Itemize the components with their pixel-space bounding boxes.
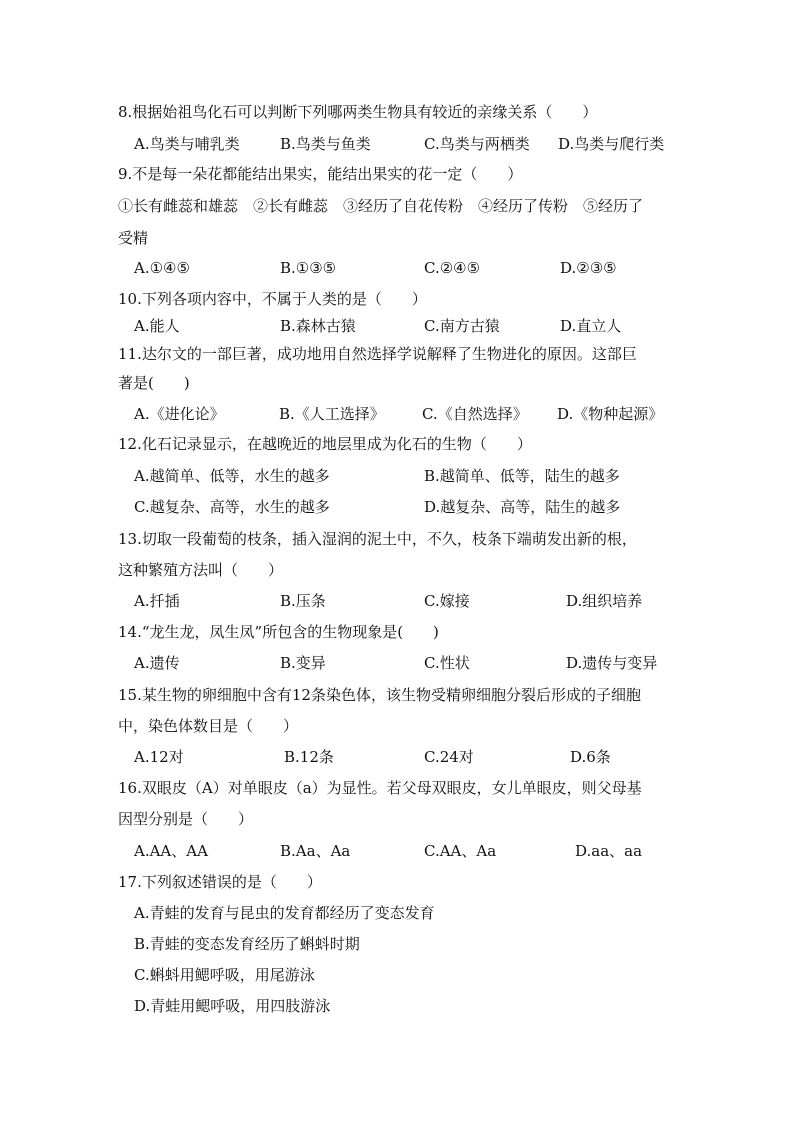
question-16-stem-line-2: 因型分别是（ ）: [118, 810, 254, 828]
q16-option-c: C.AA、Aa: [424, 842, 497, 860]
q13-option-c: C.嫁接: [424, 592, 470, 610]
q9-option-b: B.①③⑤: [280, 259, 337, 277]
q11-option-d: D.《物种起源》: [557, 405, 664, 423]
q17-option-a: A.青蛙的发育与昆虫的发育都经历了变态发育: [134, 904, 435, 922]
q15-option-d: D.6条: [570, 748, 611, 766]
question-8-stem: 8.根据始祖鸟化石可以判断下列哪两类生物具有较近的亲缘关系（ ）: [118, 103, 598, 121]
q8-option-c: C.鸟类与两栖类: [424, 135, 530, 153]
q10-option-c: C.南方古猿: [424, 317, 500, 335]
q12-option-c: C.越复杂、高等，水生的越多: [134, 498, 330, 516]
q17-option-c: C.蝌蚪用鳃呼吸，用尾游泳: [134, 966, 315, 984]
q10-option-a: A.能人: [134, 317, 180, 335]
question-16-stem-line-1: 16.双眼皮（A）对单眼皮（a）为显性。若父母双眼皮，女儿单眼皮，则父母基: [118, 779, 642, 797]
question-11-stem-line-2: 著是( ): [118, 374, 190, 392]
q15-option-a: A.12对: [134, 748, 184, 766]
question-12-stem: 12.化石记录显示，在越晚近的地层里成为化石的生物（ ）: [118, 435, 532, 453]
q9-option-a: A.①④⑤: [134, 259, 190, 277]
q10-option-b: B.森林古猿: [280, 317, 356, 335]
q9-option-d: D.②③⑤: [560, 259, 617, 277]
q13-option-d: D.组织培养: [566, 592, 643, 610]
question-13-stem-line-2: 这种繁殖方法叫（ ）: [118, 561, 284, 579]
q9-statements-line-1: ①长有雌蕊和雄蕊 ②长有雌蕊 ③经历了自花传粉 ④经历了传粉 ⑤经历了: [118, 197, 644, 215]
q16-option-d: D.aa、aa: [575, 842, 643, 860]
question-17-stem: 17.下列叙述错误的是（ ）: [118, 873, 322, 891]
q17-option-b: B.青蛙的变态发育经历了蝌蚪时期: [134, 935, 360, 953]
q14-option-d: D.遗传与变异: [566, 654, 658, 672]
q15-option-c: C.24对: [424, 748, 474, 766]
question-11-stem-line-1: 11.达尔文的一部巨著，成功地用自然选择学说解释了生物进化的原因。这部巨: [118, 345, 637, 363]
q15-option-b: B.12条: [284, 748, 334, 766]
q8-option-a: A.鸟类与哺乳类: [134, 135, 240, 153]
q12-option-a: A.越简单、低等，水生的越多: [134, 467, 330, 485]
question-15-stem-line-1: 15.某生物的卵细胞中含有12条染色体，该生物受精卵细胞分裂后形成的子细胞: [118, 686, 641, 704]
q9-option-c: C.②④⑤: [424, 259, 481, 277]
question-10-stem: 10.下列各项内容中，不属于人类的是（ ）: [118, 290, 427, 308]
q11-option-a: A.《进化论》: [134, 405, 225, 423]
q9-statements-line-2: 受精: [118, 229, 149, 247]
q14-option-c: C.性状: [424, 654, 470, 672]
q17-option-d: D.青蛙用鳃呼吸，用四肢游泳: [134, 997, 331, 1015]
question-15-stem-line-2: 中，染色体数目是（ ）: [118, 717, 299, 735]
q8-option-b: B.鸟类与鱼类: [280, 135, 371, 153]
q13-option-b: B.压条: [280, 592, 326, 610]
question-14-stem: 14.“龙生龙，凤生凤”所包含的生物现象是( ): [118, 623, 439, 641]
q16-option-a: A.AA、AA: [134, 842, 208, 860]
q16-option-b: B.Aa、Aa: [280, 842, 351, 860]
q14-option-a: A.遗传: [134, 654, 180, 672]
question-13-stem-line-1: 13.切取一段葡萄的枝条，插入湿润的泥土中，不久，枝条下端萌发出新的根，: [118, 530, 637, 548]
question-9-stem: 9.不是每一朵花都能结出果实，能结出果实的花一定（ ）: [118, 165, 523, 183]
q14-option-b: B.变异: [280, 654, 326, 672]
q13-option-a: A.扦插: [134, 592, 180, 610]
q10-option-d: D.直立人: [560, 317, 622, 335]
q11-option-c: C.《自然选择》: [422, 405, 528, 423]
q12-option-d: D.越复杂、高等，陆生的越多: [424, 498, 621, 516]
q11-option-b: B.《人工选择》: [279, 405, 385, 423]
q8-option-d: D.鸟类与爬行类: [558, 135, 665, 153]
q12-option-b: B.越简单、低等，陆生的越多: [424, 467, 620, 485]
